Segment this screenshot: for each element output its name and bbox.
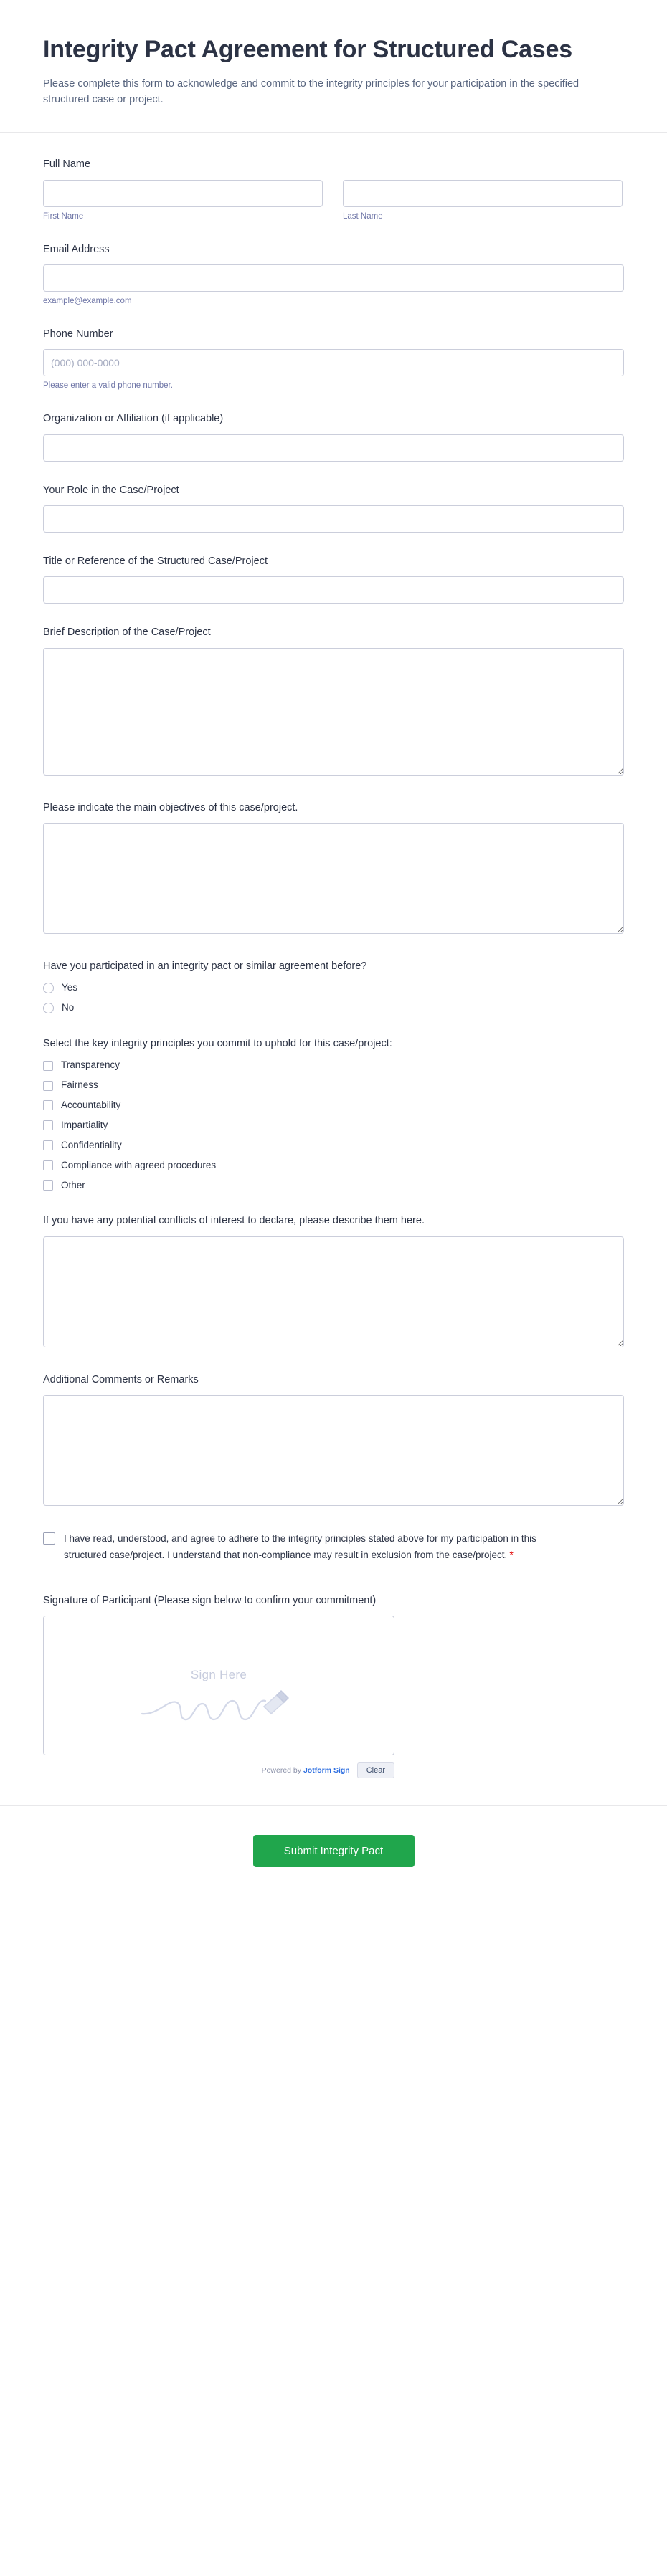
signature-placeholder-text: Sign Here <box>190 1668 247 1682</box>
checkbox-square-icon[interactable] <box>43 1061 53 1071</box>
checkbox-square-icon[interactable] <box>43 1081 53 1091</box>
title-reference-label: Title or Reference of the Structured Case/Project <box>43 555 268 567</box>
clear-signature-button[interactable]: Clear <box>357 1762 394 1778</box>
radio-label-no: No <box>62 1002 75 1013</box>
signature-label: Signature of Participant (Please sign below to confirm your commitment) <box>43 1594 377 1606</box>
field-title-reference <box>43 554 624 604</box>
field-role <box>43 483 624 533</box>
checkbox-option-compliance[interactable] <box>43 1159 624 1173</box>
email-hint: example@example.com <box>43 297 132 306</box>
checkbox-label: Other <box>61 1179 85 1191</box>
powered-by-text <box>262 1766 350 1775</box>
checkbox-label: Impartiality <box>61 1119 108 1130</box>
field-integrity-principles <box>43 1036 624 1193</box>
field-full-name <box>43 157 624 220</box>
description-textarea[interactable] <box>43 648 624 776</box>
radio-label-yes: Yes <box>62 982 78 993</box>
checkbox-square-icon[interactable] <box>43 1140 53 1150</box>
field-phone <box>43 327 624 390</box>
field-objectives <box>43 801 624 938</box>
first-name-sublabel: First Name <box>43 211 84 221</box>
additional-comments-textarea[interactable] <box>43 1395 624 1506</box>
role-label: Your Role in the Case/Project <box>43 484 179 496</box>
checkbox-label: Confidentiality <box>61 1139 122 1150</box>
organization-field[interactable] <box>43 434 624 462</box>
checkbox-label: Compliance with agreed procedures <box>61 1159 217 1170</box>
additional-comments-label: Additional Comments or Remarks <box>43 1373 199 1385</box>
page-title: Integrity Pact Agreement for Structured Cases <box>43 36 572 63</box>
jotform-sign-brand: Jotform Sign <box>303 1766 350 1775</box>
checkbox-label: Transparency <box>61 1059 120 1071</box>
last-name-sublabel: Last Name <box>343 211 383 221</box>
participated-before-label: Have you participated in an integrity pact or similar agreement before? <box>43 960 367 972</box>
signature-pad[interactable] <box>43 1616 394 1755</box>
form-header <box>0 0 667 133</box>
radio-circle-icon[interactable] <box>43 983 54 993</box>
phone-field[interactable] <box>43 349 624 376</box>
checkbox-square-icon[interactable] <box>43 1160 53 1170</box>
description-label: Brief Description of the Case/Project <box>43 626 211 639</box>
terms-statement: I have read, understood, and agree to adhere to the integrity principles stated above for my participation in this structured case/project. I understand that non-compliance may result in exclusion from the case/project. <box>64 1533 536 1560</box>
checkbox-label: Fairness <box>61 1079 98 1091</box>
checkbox-option-other[interactable] <box>43 1179 624 1193</box>
first-name-input[interactable] <box>43 180 323 207</box>
checkbox-option-fairness[interactable] <box>43 1079 624 1092</box>
checkbox-option-confidentiality[interactable] <box>43 1139 624 1153</box>
participated-before-options <box>43 981 624 1015</box>
organization-label: Organization or Affiliation (if applicable) <box>43 413 224 425</box>
signature-scribble-icon <box>136 1685 301 1735</box>
conflicts-label: If you have any potential conflicts of interest to declare, please describe them here. <box>43 1215 425 1227</box>
field-conflicts-of-interest <box>43 1213 624 1350</box>
first-name-group <box>43 180 323 221</box>
field-additional-comments <box>43 1373 624 1509</box>
checkbox-square-icon[interactable] <box>43 1120 53 1130</box>
required-marker: * <box>509 1548 514 1560</box>
powered-by-prefix: Powered by <box>261 1766 302 1775</box>
full-name-label: Full Name <box>43 158 91 171</box>
terms-row[interactable] <box>43 1531 624 1563</box>
form-body <box>0 133 667 1805</box>
phone-label: Phone Number <box>43 328 113 340</box>
checkbox-square-icon[interactable] <box>43 1180 53 1191</box>
full-name-row <box>43 180 624 221</box>
role-field[interactable] <box>43 505 624 533</box>
objectives-textarea[interactable] <box>43 823 624 934</box>
email-field[interactable] <box>43 264 624 292</box>
terms-text <box>64 1531 566 1563</box>
checkbox-option-transparency[interactable] <box>43 1059 624 1072</box>
field-organization <box>43 411 624 461</box>
checkbox-option-accountability[interactable] <box>43 1099 624 1112</box>
last-name-group <box>343 180 623 221</box>
integrity-principles-label: Select the key integrity principles you commit to uphold for this case/project: <box>43 1037 392 1049</box>
last-name-input[interactable] <box>343 180 623 207</box>
checkbox-option-impartiality[interactable] <box>43 1119 624 1132</box>
signature-wrapper <box>43 1616 624 1778</box>
form-subtitle: Please complete this form to acknowledge and commit to the integrity principles for your participation in the specified structured case or project. <box>43 77 580 105</box>
checkbox-label: Accountability <box>61 1099 121 1110</box>
radio-option-no[interactable] <box>43 1001 624 1015</box>
field-email <box>43 242 624 305</box>
objectives-label: Please indicate the main objectives of this case/project. <box>43 801 298 814</box>
email-label: Email Address <box>43 243 110 255</box>
radio-circle-icon[interactable] <box>43 1003 54 1013</box>
form-footer <box>0 1805 667 1910</box>
integrity-principles-options <box>43 1059 624 1192</box>
field-signature <box>43 1593 624 1778</box>
phone-hint: Please enter a valid phone number. <box>43 381 173 391</box>
field-participated-before <box>43 959 624 1015</box>
terms-checkbox-icon[interactable] <box>43 1532 55 1545</box>
checkbox-square-icon[interactable] <box>43 1100 53 1110</box>
field-description <box>43 625 624 778</box>
field-terms-agreement <box>43 1531 624 1563</box>
title-reference-field[interactable] <box>43 576 624 604</box>
signature-footer <box>43 1762 394 1778</box>
radio-option-yes[interactable] <box>43 981 624 995</box>
conflicts-textarea[interactable] <box>43 1236 624 1347</box>
submit-button[interactable]: Submit Integrity Pact <box>253 1835 415 1867</box>
